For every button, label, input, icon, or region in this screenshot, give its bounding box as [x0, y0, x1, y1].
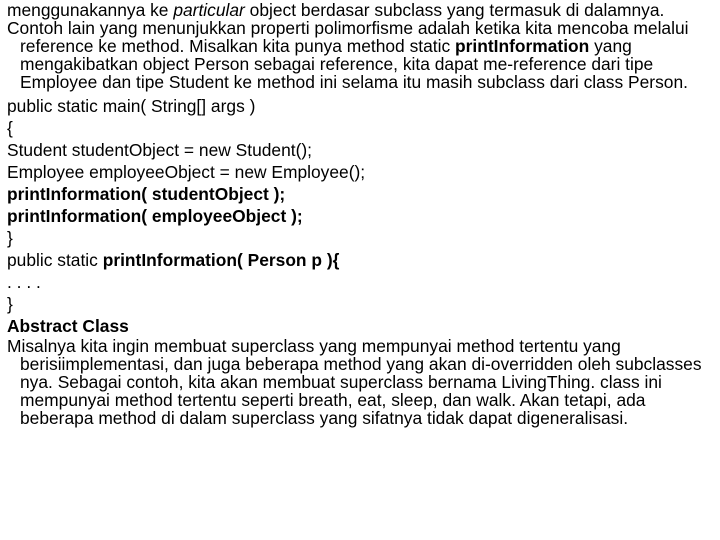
- intro-paragraph: [7, 1, 716, 19]
- abstract-class-paragraph: Misalnya kita ingin membuat superclass yang mempunyai method tertentu yang berisiimplementasi, dan juga beberapa method yang akan di-overridden oleh subclasses nya. Sebagai contoh, kita akan membuat superclass bernama LivingThing. class ini mempunyai method tertentu seperti breath, eat, sleep, dan walk. Akan tetapi, ada beberapa method di dalam superclass yang sifatnya tidak dapat digeneralisasi.: [7, 336, 702, 428]
- polymorphism-paragraph: [7, 19, 716, 91]
- code-line-close-brace: }: [7, 228, 13, 248]
- polymorphism-text-start: Contoh lain yang menunjukkan properti polimorfisme adalah ketika kita mencoba melalui reference ke method. Misalkan kita punya method static: [7, 18, 689, 56]
- intro-text-end: object berdasar subclass yang termasuk di dalamnya.: [244, 0, 665, 20]
- code-line-method-signature: [7, 249, 716, 271]
- code-line-ellipsis: . . . .: [7, 272, 41, 292]
- signature-prefix: public static: [7, 250, 103, 270]
- code-line-employee: Employee employeeObject = new Employee();: [7, 162, 366, 182]
- code-line-main: public static main( String[] args ): [7, 96, 256, 116]
- section-heading: Abstract Class: [7, 316, 129, 336]
- code-line-student: Student studentObject = new Student();: [7, 140, 313, 160]
- intro-text-start: menggunakannya ke: [7, 0, 174, 20]
- print-information-keyword: printInformation: [455, 36, 590, 56]
- code-line-print-student: printInformation( studentObject );: [7, 184, 286, 204]
- code-block: [7, 95, 716, 315]
- code-line-open-brace: {: [7, 118, 13, 138]
- intro-emphasis: particular: [173, 0, 245, 20]
- signature-name: printInformation( Person p ){: [102, 250, 340, 270]
- code-line-close-brace-2: }: [7, 294, 13, 314]
- code-line-print-employee: printInformation( employeeObject );: [7, 206, 303, 226]
- polymorphism-text-end: yang mengakibatkan object Person sebagai reference, kita dapat me-reference dari tipe Employee dan tipe Student ke method ini selama itu masih subclass dari class Person.: [20, 36, 688, 92]
